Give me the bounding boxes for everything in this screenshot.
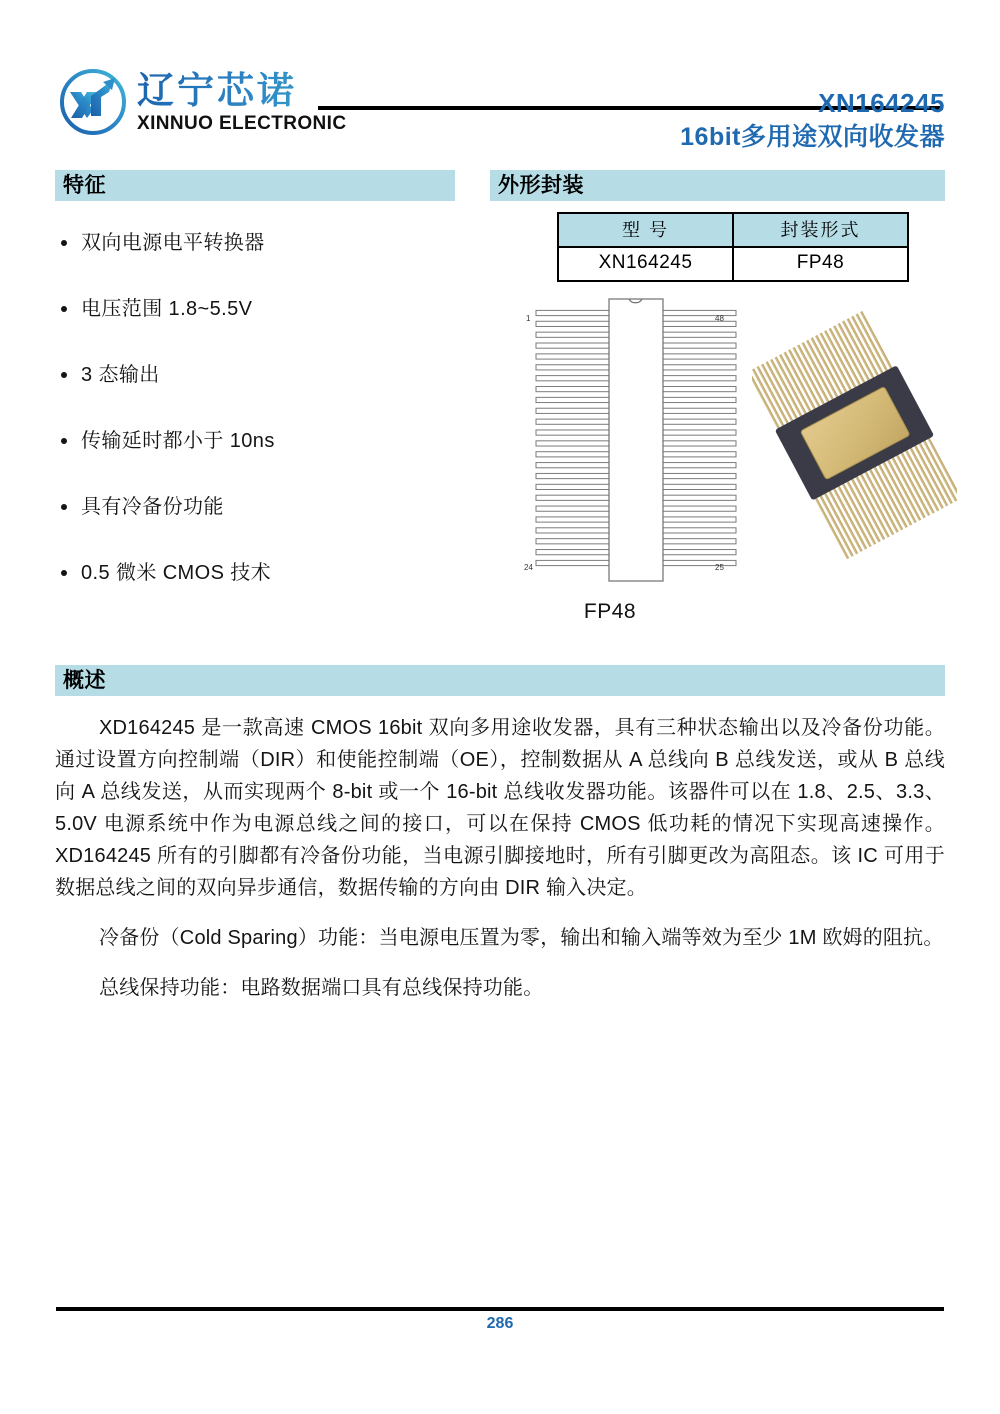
part-number: XN164245 — [818, 88, 945, 118]
logo-wordmark — [137, 70, 346, 135]
overview-body — [55, 712, 945, 1022]
pin-label-top-right: 48 — [715, 314, 724, 323]
feature-item: 具有冷备份功能 — [55, 492, 475, 558]
feature-item: 0.5 微米 CMOS 技术 — [55, 558, 475, 624]
overview-section-title: 概述 — [63, 669, 106, 692]
footer-divider-rule — [56, 1307, 944, 1311]
feature-item: 电压范围 1.8~5.5V — [55, 294, 475, 360]
feature-item: 双向电源电平转换器 — [55, 228, 475, 294]
table-row — [558, 247, 908, 281]
overview-paragraph: XD164245 是一款高速 CMOS 16bit 双向多用途收发器，具有三种状态输出以及冷备份功能。通过设置方向控制端（DIR）和使能控制端（OE），控制数据从 A 总线向 B 总线发送，或从 B 总线向 A 总线发送，从而实现两个 8-bit 或一个 16-bit 总线收发器功能。该器件可以在 1.8、2.5、3.3、5.0V 电源系统中作为电源总线之间的接口，可以在保持 CMOS 低功耗的情况下实现高速操作。XD164245 所有的引脚都有冷备份功能，当电源引脚接地时，所有引脚更改为高阻态。该 IC 可用于数据总线之间的双向异步通信，数据传输的方向由 DIR 输入决定。 — [55, 717, 945, 899]
table-header-row — [558, 213, 908, 247]
package-section-title: 外形封装 — [498, 174, 584, 197]
features-section-title: 特征 — [63, 174, 106, 197]
feature-item: 3 态输出 — [55, 360, 475, 426]
package-caption: FP48 — [583, 600, 637, 623]
cell-model: XN164245 — [558, 247, 733, 281]
xinnuo-logo-icon — [57, 66, 129, 138]
page-number: 286 — [486, 1315, 514, 1332]
overview-paragraph: 总线保持功能：电路数据端口具有总线保持功能。 — [99, 977, 544, 999]
feature-item: 传输延时都小于 10ns — [55, 426, 475, 492]
features-list — [55, 228, 475, 624]
package-caption-wrap — [0, 600, 1000, 624]
pin-label-bottom-right: 25 — [715, 563, 724, 572]
company-logo — [57, 66, 346, 138]
package-outline-drawing — [512, 295, 757, 585]
package-section-band — [490, 170, 945, 201]
cell-package-type: FP48 — [733, 247, 908, 281]
column-header-model: 型 号 — [558, 213, 733, 247]
logo-english-name: XINNUO ELECTRONIC — [137, 113, 347, 134]
page-header — [0, 0, 1000, 165]
product-subtitle: 16bit多用途双向收发器 — [680, 123, 945, 151]
package-photo — [752, 305, 957, 560]
package-table — [557, 212, 909, 282]
pin-label-top-left: 1 — [526, 314, 531, 323]
pin-label-bottom-left: 24 — [524, 563, 533, 572]
logo-chinese-name: 辽宁芯诺 — [137, 70, 346, 112]
overview-section-band — [55, 665, 945, 696]
column-header-package-type: 封装形式 — [733, 213, 908, 247]
overview-paragraph: 冷备份（Cold Sparing）功能：当电源电压置为零，输出和输入端等效为至少 1M 欧姆的阻抗。 — [99, 927, 944, 949]
features-section-band — [55, 170, 455, 201]
